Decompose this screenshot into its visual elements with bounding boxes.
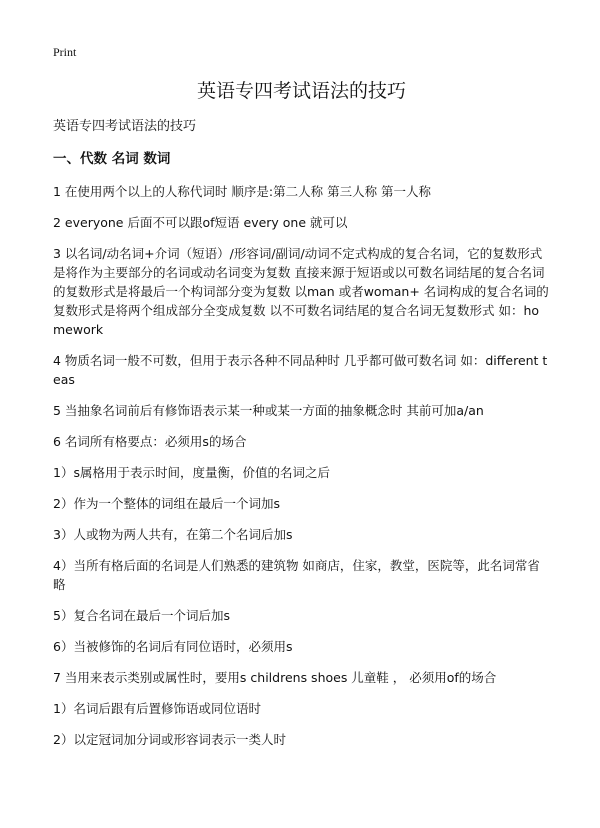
paragraph-material-nouns: 4 物质名词一般不可数，但用于表示各种不同品种时 几乎都可做可数名词 如：different teas [53, 353, 548, 387]
list-item-phrase-whole: 2）作为一个整体的词组在最后一个词加s [53, 496, 280, 511]
list-item-appositive: 6）当被修饰的名词后有同位语时，必须用s [53, 639, 293, 654]
document-title: 英语专四考试语法的技巧 [196, 80, 406, 102]
list-item-definite-article: 2）以定冠词加分词或形容词表示一类人时 [53, 732, 286, 747]
list-item-buildings: 4）当所有格后面的名词是人们熟悉的建筑物 如商店，住家，教堂，医院等，此名词常省略 [53, 558, 540, 592]
paragraph-category-attribute: 7 当用来表示类别或属性时，要用s childrens shoes 儿童鞋 ， 必须用of的场合 [53, 670, 497, 685]
list-item-joint-ownership: 3）人或物为两人共有，在第二个名词后加s [53, 527, 293, 542]
paragraph-pronoun-order: 1 在使用两个以上的人称代词时 顺序是:第二人称 第三人称 第一人称 [53, 184, 432, 199]
paragraph-possessive-rules: 6 名词所有格要点：必须用s的场合 [53, 434, 247, 449]
print-label[interactable]: Print [53, 45, 77, 59]
section-heading: 一、代数 名词 数词 [53, 151, 171, 167]
paragraph-abstract-nouns: 5 当抽象名词前后有修饰语表示某一种或某一方面的抽象概念时 其前可加a/an [53, 403, 484, 418]
list-item-postmodifier: 1）名词后跟有后置修饰语或同位语时 [53, 701, 261, 716]
list-item-compound-last-word: 5）复合名词在最后一个词后加s [53, 608, 230, 623]
paragraph-compound-nouns: 3 以名词/动名词+介词（短语）/形容词/副词/动词不定式构成的复合名词，它的复数形式是将作为主要部分的名词或动名词变为复数 直接来源于短语或以可数名词结尾的复合名词的复数形式是将最后一个构词部分变为复数 以man 或者woman+ 名词构成的复合名词的复数形式是将两个组成部分全变成复数 以不可数名词结尾的复合名词无复数形式 如：homework [53, 246, 549, 337]
paragraph-everyone: 2 everyone 后面不可以跟of短语 every one 就可以 [53, 215, 348, 230]
document-subtitle: 英语专四考试语法的技巧 [53, 119, 197, 134]
list-item-time-measure: 1）s属格用于表示时间，度量衡，价值的名词之后 [53, 465, 330, 480]
